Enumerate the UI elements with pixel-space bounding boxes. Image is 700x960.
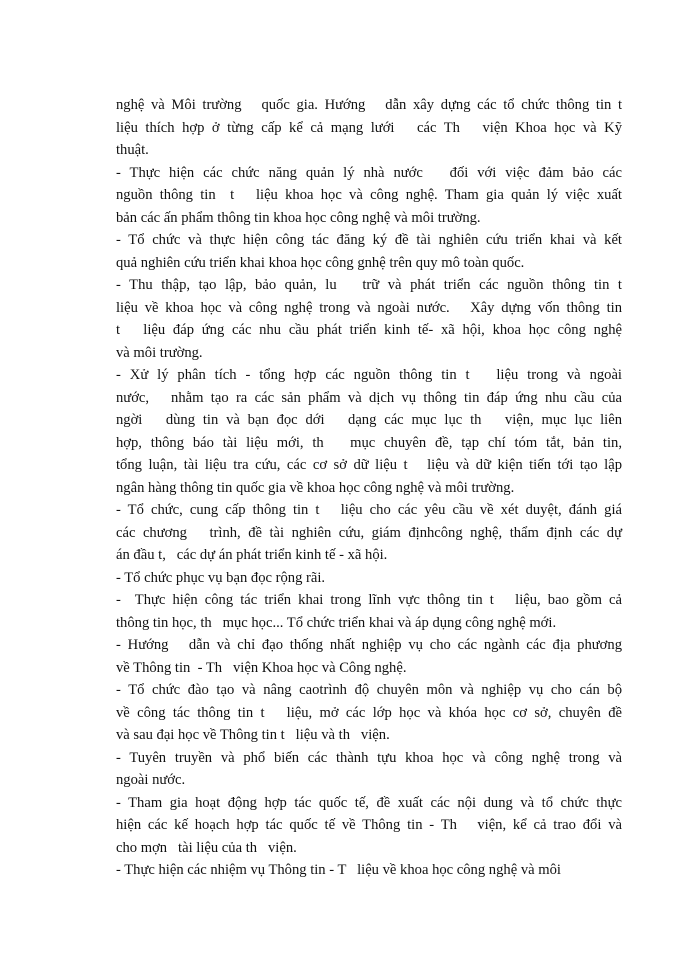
text-line: cho mợn tài liệu của th viện. — [116, 839, 297, 856]
text-line: các chương trình, đề tài nghiên cứu, giám địnhcông nghệ, thẩm định các dự — [116, 524, 622, 541]
text-line: liệu về khoa học và công nghệ trong và ngoài nước. Xây dựng vốn thông tin — [116, 299, 622, 316]
text-line: thông tin học, th mục học... Tổ chức triển khai và áp dụng công nghệ mới. — [116, 614, 557, 631]
text-line: - Thực hiện các nhiệm vụ Thông tin - T liệu về khoa học công nghệ và môi — [116, 862, 561, 878]
text-line: bản các ấn phẩm thông tin khoa học công nghệ và môi trường. — [116, 209, 481, 226]
text-line: quả nghiên cứu triển khai khoa học công gnhệ trên quy mô toàn quốc. — [116, 254, 525, 271]
text-line: - Thu thập, tạo lập, bảo quản, lu trữ và phát triển các nguồn thông tin t — [116, 277, 622, 293]
text-line: về công tác thông tin t liệu, mở các lớp học và khóa học cơ sở, chuyên đề — [116, 704, 622, 721]
text-line: thuật. — [116, 142, 149, 158]
text-line: - Thực hiện các chức năng quản lý nhà nước đối với việc đảm bảo các — [116, 164, 622, 181]
text-line: ngời dùng tin và bạn đọc dới dạng các mục lục th viện, mục lục liên — [116, 412, 622, 428]
text-line: tổng luận, tài liệu tra cứu, các cơ sở dữ liệu t liệu và dữ kiện tiến tới tạo lập — [116, 457, 622, 473]
text-line: án đầu t, các dự án phát triển kinh tế - xã hội. — [116, 547, 388, 563]
text-line: ngoài nước. — [116, 772, 186, 788]
text-line: - Tổ chức và thực hiện công tác đăng ký đề tài nghiên cứu triển khai và kết — [116, 232, 622, 248]
document-body — [116, 94, 622, 882]
text-line: về Thông tin - Th viện Khoa học và Công nghệ. — [116, 659, 407, 676]
text-line: - Xử lý phân tích - tổng hợp các nguồn thông tin t liệu trong và ngoài — [116, 367, 622, 383]
text-line: nước, nhằm tạo ra các sản phẩm và dịch vụ thông tin đáp ứng nhu cầu của — [116, 389, 622, 406]
text-line: - Tổ chức phục vụ bạn đọc rộng rãi. — [116, 569, 326, 586]
text-line: - Tham gia hoạt động hợp tác quốc tế, đề xuất các nội dung và tổ chức thực — [116, 794, 622, 811]
text-line: - Tổ chức, cung cấp thông tin t liệu cho các yêu cầu về xét duyệt, đánh giá — [116, 502, 622, 518]
text-line: - Tuyên truyền và phổ biến các thành tựu khoa học và công nghệ trong và — [116, 749, 622, 766]
text-line: hiện các kế hoạch hợp tác quốc tế về Thông tin - Th viện, kể cả trao đổi và — [116, 817, 622, 833]
text-line: liệu thích hợp ở từng cấp kể cả mạng lưới các Th viện Khoa học và Kỹ — [116, 119, 622, 136]
text-line: nghệ và Môi trường quốc gia. Hướng dẫn xây dựng các tổ chức thông tin t — [116, 97, 622, 113]
text-line: nguồn thông tin t liệu khoa học và công nghệ. Tham gia quản lý việc xuất — [116, 187, 622, 203]
text-line: và sau đại học về Thông tin t liệu và th viện. — [116, 727, 390, 743]
text-line: - Tổ chức đào tạo và nâng caotrình độ chuyên môn và nghiệp vụ cho cán bộ — [116, 682, 622, 698]
text-line: và môi trường. — [116, 344, 203, 361]
text-line: ngân hàng thông tin quốc gia về khoa học công nghệ và môi trường. — [116, 479, 515, 496]
text-line: - Hướng dẫn và chỉ đạo thống nhất nghiệp vụ cho các ngành các địa phương — [116, 637, 622, 653]
text-line: - Thực hiện công tác triển khai trong lĩnh vực thông tin t liệu, bao gồm cả — [116, 592, 622, 608]
text-line: t liệu đáp ứng các nhu cầu phát triển kinh tế- xã hội, khoa học công nghệ — [116, 322, 622, 338]
text-line: hợp, thông báo tài liệu mới, th mục chuyên đề, tạp chí tóm tắt, bản tin, — [116, 434, 622, 451]
